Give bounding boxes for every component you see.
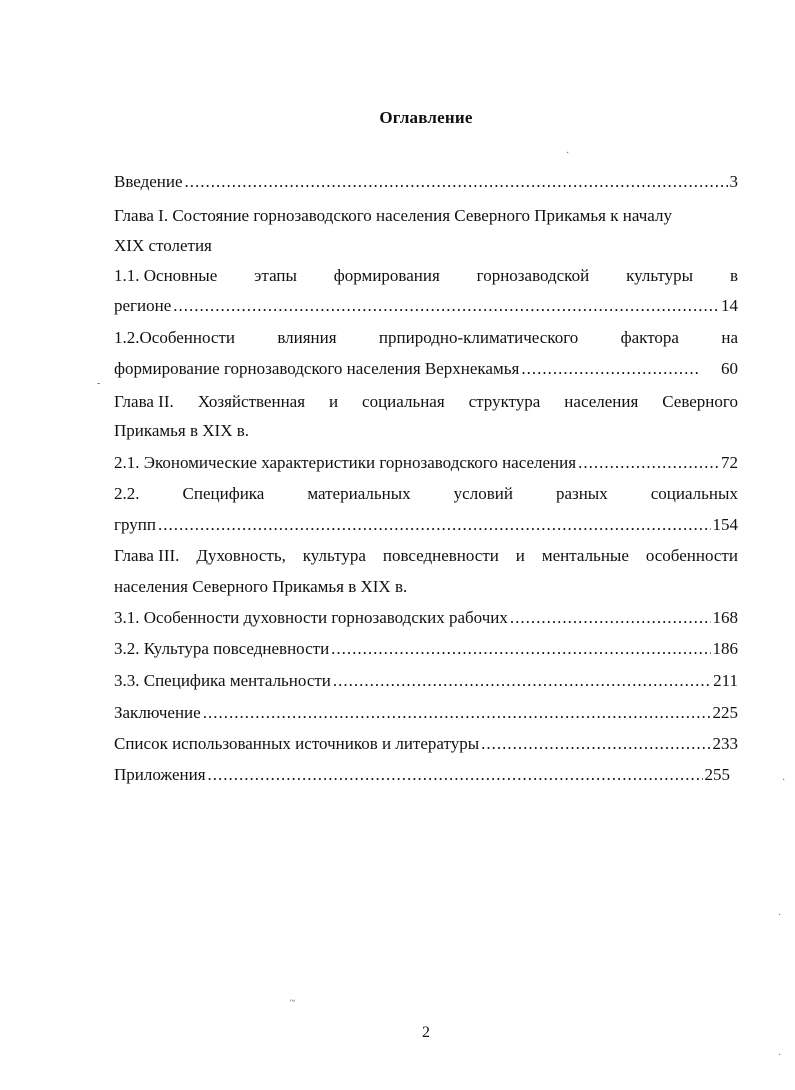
toc-word: прпиродно-климатического — [378, 328, 579, 347]
toc-entry-label: 2.1. Экономические характеристики горнозаводского населения — [114, 453, 577, 472]
dot-leader — [578, 452, 719, 474]
toc-word: 2.2. — [114, 484, 140, 503]
scan-speck: ~ — [290, 996, 296, 1007]
toc-word: культура — [302, 546, 366, 565]
toc-entry-3-2 — [114, 638, 738, 660]
scan-speck: · — [778, 1050, 782, 1061]
toc-chapter-2-title-cont: Прикамья в XIX в. — [114, 421, 250, 440]
toc-word: фактора — [620, 328, 679, 347]
dot-leader — [173, 295, 719, 317]
scan-speck: ‐ — [97, 378, 101, 389]
toc-entry-page: 72 — [721, 453, 738, 472]
toc-word: разных — [555, 484, 608, 503]
toc-word: особенности — [645, 546, 738, 565]
toc-word: этапы — [254, 266, 297, 285]
toc-chapter-2-title — [114, 391, 738, 413]
toc-entry-label: Приложения — [114, 765, 206, 784]
toc-word: влияния — [277, 328, 337, 347]
scan-speck: · — [778, 910, 782, 921]
dot-leader — [208, 764, 703, 786]
toc-entry-label: 3.3. Специфика ментальности — [114, 671, 331, 690]
toc-entry-sources — [114, 733, 738, 755]
page-number: 2 — [422, 1024, 430, 1041]
toc-word: Глава II. — [114, 392, 174, 411]
toc-word: 1.1. Основные — [114, 266, 218, 285]
toc-entry-label: регионе — [114, 296, 172, 315]
toc-chapter-1-title: Глава I. Состояние горнозаводского населения Северного Прикамья к началу — [114, 206, 672, 225]
dot-leader — [158, 514, 711, 536]
toc-word: повседневности — [382, 546, 499, 565]
toc-entry-intro — [114, 171, 738, 193]
toc-word: 1.2.Особенности — [114, 328, 235, 347]
dot-leader — [481, 733, 710, 755]
toc-entry-appendix — [114, 764, 730, 786]
toc-entry-label: Введение — [114, 172, 183, 191]
toc-entry-page: 233 — [712, 734, 738, 753]
toc-entry-2-2-line1 — [114, 483, 738, 505]
toc-entry-label: Заключение — [114, 703, 201, 722]
toc-word: социальных — [650, 484, 738, 503]
toc-entry-label: формирование горнозаводского населения Верхнекамья — [114, 359, 520, 378]
toc-word: социальная — [362, 392, 445, 411]
toc-entry-2-2-line2 — [114, 514, 738, 536]
toc-entry-label: групп — [114, 515, 156, 534]
toc-word: Северного — [662, 392, 738, 411]
dot-leader — [331, 638, 710, 660]
toc-word: Духовность, — [196, 546, 286, 565]
toc-word: формирования — [333, 266, 440, 285]
dot-leader — [185, 171, 728, 193]
toc-entry-3-3 — [114, 670, 738, 692]
toc-entry-1-1-line1 — [114, 265, 738, 287]
scan-speck: · — [566, 148, 570, 159]
toc-entry-label: Список использованных источников и литературы — [114, 734, 480, 753]
toc-entry-1-2-line2 — [114, 358, 738, 380]
toc-word: условий — [453, 484, 513, 503]
toc-entry-page: 154 — [712, 515, 738, 534]
toc-entry-page: 3 — [729, 172, 738, 191]
toc-entry-2-1 — [114, 452, 738, 474]
dot-leader — [203, 702, 711, 724]
toc-entry-page: 168 — [712, 608, 738, 627]
toc-chapter-3-title — [114, 545, 738, 567]
dot-leader — [333, 670, 711, 692]
toc-word: и — [328, 392, 339, 411]
toc-word: культуры — [626, 266, 694, 285]
toc-entry-3-1 — [114, 607, 738, 629]
toc-chapter-1-title-cont: XIX столетия — [114, 236, 212, 255]
page-title: Оглавление — [379, 108, 473, 127]
toc-word: ментальные — [541, 546, 629, 565]
toc-entry-page: 14 — [721, 296, 738, 315]
toc-word: Глава III. — [114, 546, 180, 565]
dot-leader — [510, 607, 711, 629]
toc-entry-page: 225 — [712, 703, 738, 722]
toc-word: горнозаводской — [476, 266, 590, 285]
toc-entry-page: 186 — [712, 639, 738, 658]
toc-entry-1-2-line1 — [114, 327, 738, 349]
toc-entry-page: 211 — [713, 671, 738, 690]
toc-entry-page: 60 — [721, 359, 738, 378]
toc-chapter-3-title-cont: населения Северного Прикамья в XIX в. — [114, 577, 408, 596]
toc-entry-1-1-line2 — [114, 295, 738, 317]
toc-word: Специфика — [182, 484, 265, 503]
toc-word: Хозяйственная — [197, 392, 306, 411]
scan-speck: · — [782, 775, 786, 786]
toc-word: и — [515, 546, 525, 565]
toc-word: на — [721, 328, 738, 347]
toc-word: населения — [564, 392, 639, 411]
toc-entry-conclusion — [114, 702, 738, 724]
toc-word: материальных — [307, 484, 411, 503]
toc-word: в — [729, 266, 738, 285]
toc-entry-page: 255 — [704, 765, 730, 784]
dot-leader — [521, 358, 701, 380]
toc-word: структура — [468, 392, 541, 411]
toc-entry-label: 3.2. Культура повседневности — [114, 639, 330, 658]
toc-entry-label: 3.1. Особенности духовности горнозаводских рабочих — [114, 608, 508, 627]
